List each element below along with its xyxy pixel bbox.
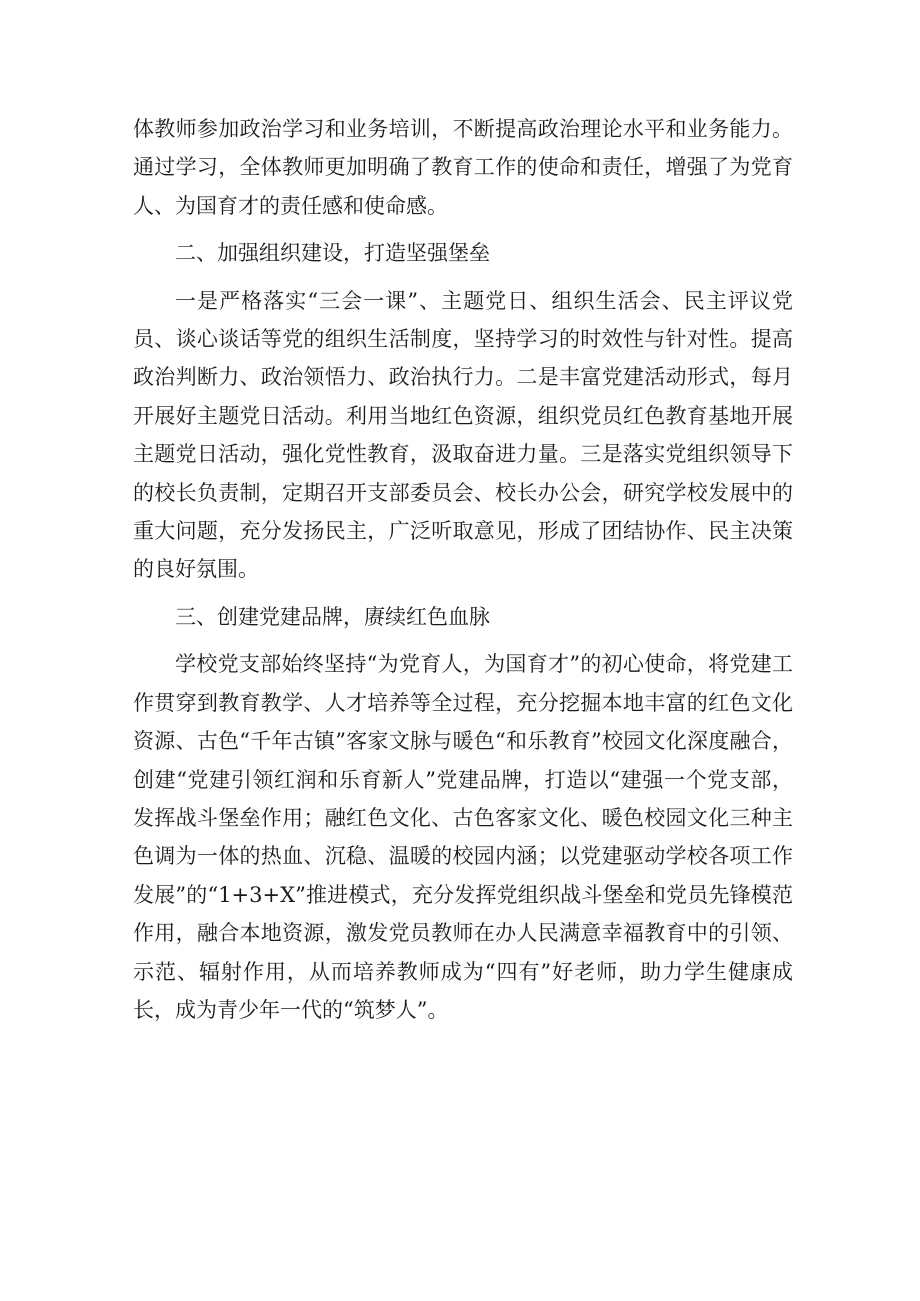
section-heading-3: 三、创建党建品牌，赓续红色血脉 [175,604,490,629]
paragraph-continued: 体教师参加政治学习和业务培训，不断提高政治理论水平和业务能力。通过学习，全体教师更加明确了教育工作的使命和责任，增强了为党育人、为国育才的责任感和使命感。 [133,117,793,218]
section-heading-2: 二、加强组织建设，打造坚强堡垒 [175,241,490,266]
paragraph-organization: 一是严格落实“三会一课”、主题党日、组织生活会、民主评议党员、谈心谈话等党的组织生活制度，坚持学习的时效性与针对性。提高政治判断力、政治领悟力、政治执行力。二是丰富党建活动形式，每月开展好主题党日活动。利用当地红色资源，组织党员红色教育基地开展主题党日活动，强化党性教育，汲取奋进力量。三是落实党组织领导下的校长负责制，定期召开支部委员会、校长办公会，研究学校发展中的重大问题，充分发扬民主，广泛听取意见，形成了团结协作、民主决策的良好氛围。 [133,288,793,582]
paragraph-brand: 学校党支部始终坚持“为党育人，为国育才”的初心使命，将党建工作贯穿到教育教学、人才培养等全过程，充分挖掘本地丰富的红色文化资源、古色“千年古镇”客家文脉与暖色“和乐教育”校园文化深度融合，创建“党建引领红润和乐育新人”党建品牌，打造以“建强一个党支部，发挥战斗堡垒作用；融红色文化、古色客家文化、暖色校园文化三种主色调为一体的热血、沉稳、温暖的校园内涵；以党建驱动学校各项工作发展”的“1+3+X”推进模式，充分发挥党组织战斗堡垒和党员先锋模范作用，融合本地资源，激发党员教师在办人民满意幸福教育中的引领、示范、辐射作用，从而培养教师成为“四有”好老师，助力学生健康成长，成为青少年一代的“筑梦人”。 [133,652,793,1022]
document-body [133,110,793,1038]
